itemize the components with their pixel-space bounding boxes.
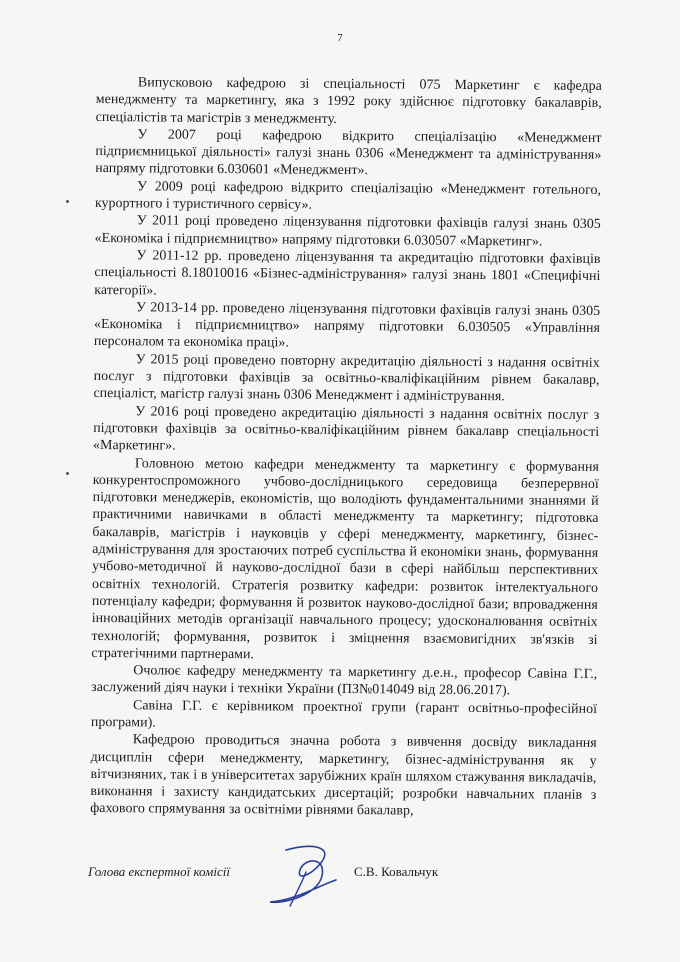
paragraph-2009: У 2009 році кафедрою відкрито спеціалізацію «Менеджмент готельного, курортного і туристичного сервісу». xyxy=(94,179,602,213)
paragraph-2011: У 2011 році проведено ліцензування підготовки фахівців галузі знань 0305 «Економіка і підприємництво» напряму підготовки 6.030507 «Маркетинг». xyxy=(94,213,601,250)
paragraph-2013-14: У 2013-14 рр. проведено ліцензування підготовки фахівців галузі знань 0305 «Економіка і підприємництво» напряму підготовки 6.030505 «Управління персоналом та економіка праці». xyxy=(93,300,601,351)
paragraph-2011-12: У 2011-12 рр. проведено ліцензування та акредитацію підготовки фахівців спеціальності 8.18010016 «Бізнес-адміністрування» галузі знань 1801 «Специфічні категорії». xyxy=(94,248,601,299)
paragraph-head-of-department: Очолює кафедру менеджменту та маркетингу д.е.н., професор Савіна Г.Г., заслужений діяч науки і техніки України (ПЗ№014049 від 28.06.2017). xyxy=(91,663,598,699)
paragraph-2015: У 2015 році проведено повторну акредитацію діяльності з надання освітніх послуг з підготовки фахівців за освітньо-кваліфікаційним рівнем бакалавр, спеціаліст, магістр галузі знань 0306 Менеджмент і адміністрування. xyxy=(93,352,600,405)
signature-block xyxy=(88,860,608,930)
paragraph-teaching-experience: Кафедрою проводиться значна робота з вивчення досвіду викладання дисциплін сфери менеджменту, маркетингу, бізнес-адміністрування як у вітчизняних, так і в університетах зарубіжних країн шляхом стажування викладачів, виконання і захисту кандидатських дисертацій; розробки навчальних планів з фахового спрямування за освітніми рівнями бакалавр, xyxy=(90,732,597,819)
paragraph-main-goal: Головною метою кафедри менеджменту та маркетингу є формування конкурентоспроможного учбово-дослідницького середовища безперервної підготовки менеджерів, економістів, що володіють фундаментальними знаннями й практичними навичками в області менеджменту та маркетингу; підготовка бакалаврів, магістрів і науковців у сфері менеджменту, маркетингу, бізнес-адміністрування для зростаючих потреб суспільства й економіки знань, формування учбово-методичної й науково-дослідної бази в сфері найбільш перспективних освітніх технологій. Стратегія розвитку кафедри: розвиток інтелектуального потенціалу кафедри; формування й розвиток науково-дослідної бази; впровадження інноваційних методів організації навчального процесу; удосконалювання освітніх технологій; формування, розвиток і зміцнення взаємовигідних зв'язків зі стратегічними партнерами. xyxy=(91,455,599,663)
commission-head-name: С.В. Ковальчук xyxy=(354,864,439,879)
margin-mark xyxy=(66,472,69,475)
commission-head-label: Голова експертної комісії xyxy=(88,864,230,879)
paragraph-2016: У 2016 році проведено акредитацію діяльності з надання освітніх послуг з підготовки фахівців за освітньо-кваліфікаційним рівнем бакалавр спеціальності «Маркетинг». xyxy=(93,403,600,454)
paragraph-project-group: Савіна Г.Г. є керівником проектної групи (гарант освітньо-професійної програми). xyxy=(90,697,598,731)
margin-mark xyxy=(66,200,69,203)
document-body xyxy=(90,74,602,822)
paragraph-2007: У 2007 році кафедрою відкрито спеціалізацію «Менеджмент підприємницької діяльності» галузі знань 0306 «Менеджмент та адміністрування» напряму підготовки 6.030601 «Менеджмент». xyxy=(95,127,602,179)
paragraph-graduating-department: Випусковою кафедрою зі спеціальності 075 Маркетинг є кафедра менеджменту та маркетингу, яка з 1992 року здійснює підготовку бакалаврів, спеціалістів та магістрів з менеджменту. xyxy=(95,75,602,127)
page-number: 7 xyxy=(337,32,343,44)
handwritten-signature xyxy=(256,842,360,912)
